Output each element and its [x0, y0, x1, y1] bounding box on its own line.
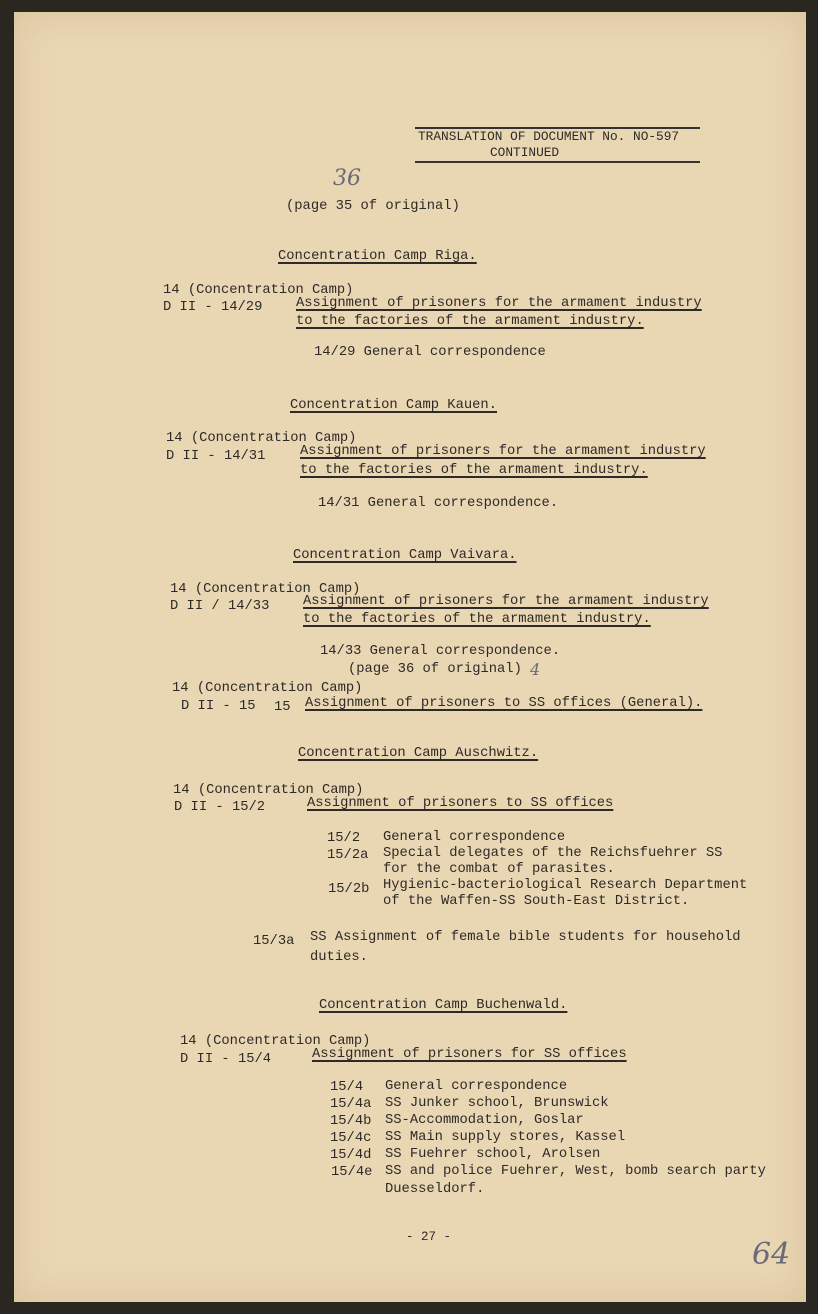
file-code: D II - 14/29 — [163, 300, 263, 315]
file-code: D II - 15/4 — [180, 1052, 272, 1067]
item-code: 15/2a — [327, 848, 369, 863]
item-code: 15/3a — [253, 934, 295, 949]
file-group: 14 (Concentration Camp) — [173, 783, 364, 798]
handwritten-folio-number: 64 — [752, 1237, 791, 1272]
section-heading-vaivara: Concentration Camp Vaivara. — [293, 548, 517, 563]
page-reference: (page 36 of original) — [348, 662, 522, 677]
section-heading-buchenwald: Concentration Camp Buchenwald. — [319, 998, 568, 1013]
file-title: Assignment of prisoners to SS offices — [307, 796, 614, 811]
file-title-continued: to the factories of the armament industry. — [300, 463, 648, 478]
file-group: 14 (Concentration Camp) — [172, 681, 363, 696]
file-item: 14/33 General correspondence. — [320, 644, 561, 659]
item-code: 15/2 — [327, 831, 361, 846]
item-text-continued: of the Waffen-SS South-East District. — [383, 894, 690, 909]
file-title-continued: to the factories of the armament industry. — [303, 612, 651, 627]
page-reference: (page 35 of original) — [286, 199, 460, 214]
item-text: Hygienic-bacteriological Research Department — [383, 878, 748, 893]
section-heading-kauen: Concentration Camp Kauen. — [290, 398, 497, 413]
section-heading-auschwitz: Concentration Camp Auschwitz. — [298, 746, 539, 761]
item-text: General correspondence — [385, 1079, 568, 1094]
file-title-continued: to the factories of the armament industry. — [296, 314, 644, 329]
item-text: General correspondence — [383, 830, 566, 845]
item-text: SS Fuehrer school, Arolsen — [385, 1147, 601, 1162]
document-title: TRANSLATION OF DOCUMENT No. NO-597 — [418, 129, 680, 144]
file-group: 14 (Concentration Camp) — [163, 283, 354, 298]
handwritten-page-correction: 36 — [333, 166, 361, 191]
item-code: 15/4a — [330, 1097, 372, 1112]
document-subtitle: CONTINUED — [490, 145, 560, 160]
item-code: 15/4e — [331, 1165, 373, 1180]
file-code: D II - 14/31 — [166, 449, 266, 464]
file-title: Assignment of prisoners for the armament industry — [300, 444, 706, 459]
file-group: 14 (Concentration Camp) — [180, 1034, 371, 1049]
file-item: 14/29 General correspondence — [314, 345, 546, 360]
file-code: D II - 15/2 — [174, 800, 266, 815]
page-number: - 27 - — [406, 1230, 452, 1244]
item-code: 15/2b — [328, 882, 370, 897]
file-code: D II / 14/33 — [170, 599, 270, 614]
item-text-continued: for the combat of parasites. — [383, 862, 615, 877]
file-group: 14 (Concentration Camp) — [166, 431, 357, 446]
file-title: Assignment of prisoners to SS offices (General). — [305, 696, 703, 711]
item-text-continued: Duesseldorf. — [385, 1182, 485, 1197]
item-code: 15/4c — [330, 1131, 372, 1146]
file-title: Assignment of prisoners for the armament industry — [296, 296, 702, 311]
file-number: 15 — [274, 700, 291, 715]
item-text: Special delegates of the Reichsfuehrer SS — [383, 846, 723, 861]
item-text: SS Junker school, Brunswick — [385, 1096, 609, 1111]
item-text: SS Main supply stores, Kassel — [385, 1130, 626, 1145]
file-group: 14 (Concentration Camp) — [170, 582, 361, 597]
item-text: SS and police Fuehrer, West, bomb search party — [385, 1164, 766, 1179]
section-heading-riga: Concentration Camp Riga. — [278, 249, 477, 264]
item-code: 15/4d — [330, 1148, 372, 1163]
item-text: SS-Accommodation, Goslar — [385, 1113, 584, 1128]
header-bottom-rule — [415, 161, 700, 163]
file-code: D II - 15 — [181, 699, 256, 714]
handwritten-page-correction: 4 — [530, 660, 541, 679]
item-text: SS Assignment of female bible students for household — [310, 930, 741, 945]
file-title: Assignment of prisoners for the armament industry — [303, 594, 709, 609]
file-title: Assignment of prisoners for SS offices — [312, 1047, 627, 1062]
item-code: 15/4 — [330, 1080, 364, 1095]
item-text-continued: duties. — [310, 950, 368, 965]
item-code: 15/4b — [330, 1114, 372, 1129]
file-item: 14/31 General correspondence. — [318, 496, 559, 511]
